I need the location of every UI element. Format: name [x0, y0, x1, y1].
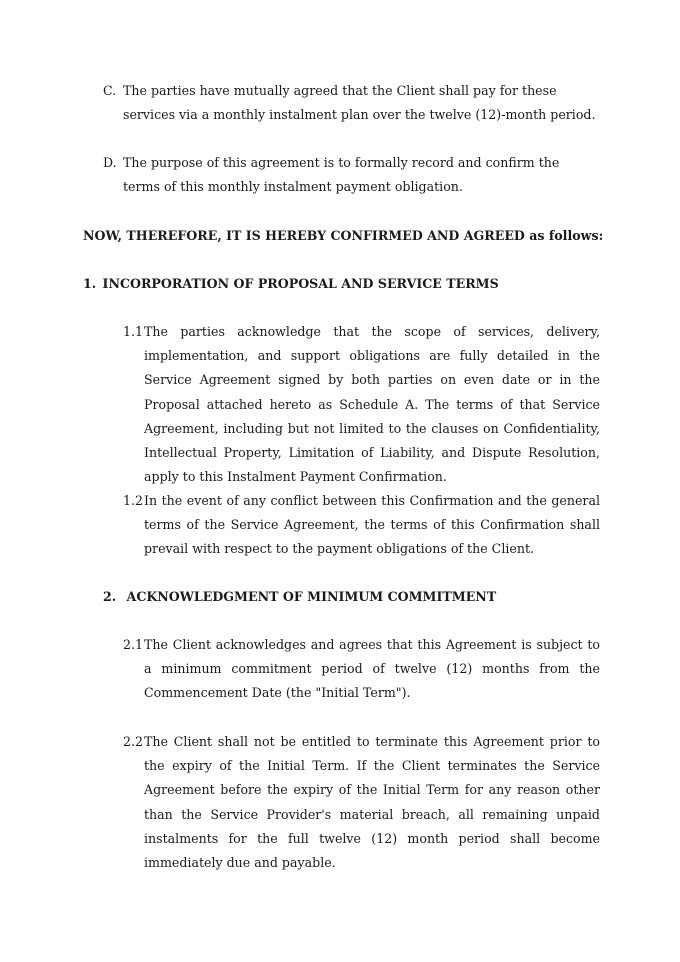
clause-1-1 [123, 320, 600, 489]
clause-number: 2.1 [123, 637, 144, 652]
section-number: 2. [103, 589, 117, 604]
now-therefore-statement: NOW, THEREFORE, IT IS HEREBY CONFIRMED AND AGREED as follows: [83, 228, 604, 243]
clause-text: The Client acknowledges and agrees that this Agreement is subject to a minimum commitment period of twelve (12) months from the Commencement Date (the "Initial Term"). [144, 637, 600, 701]
clause-number: 1.1 [123, 324, 144, 339]
section-title: INCORPORATION OF PROPOSAL AND SERVICE TERMS [102, 276, 499, 291]
recital-d [103, 151, 600, 199]
section-2-heading [103, 585, 496, 609]
clause-2-1 [123, 633, 600, 706]
clause-2-2 [123, 730, 600, 875]
recital-c [103, 79, 600, 127]
clause-text: The Client shall not be entitled to terminate this Agreement prior to the expiry of the Initial Term. If the Client terminates the Service Agreement before the expiry of the Initial Term for any reason other than the Service Provider's material breach, all remaining unpaid instalments for the full twelve (12) month period shall become immediately due and payable. [144, 734, 600, 871]
recital-marker: D. [103, 155, 117, 170]
clause-number: 2.2 [123, 734, 144, 749]
recital-marker: C. [103, 83, 117, 98]
recital-text: The purpose of this agreement is to formally record and confirm the terms of this monthly instalment payment obligation. [123, 155, 560, 195]
clause-number: 1.2 [123, 493, 144, 508]
section-title: ACKNOWLEDGMENT OF MINIMUM COMMITMENT [126, 589, 497, 604]
recital-text: The parties have mutually agreed that the Client shall pay for these services via a monthly instalment plan over the twelve (12)-month period. [123, 83, 596, 123]
clause-text: In the event of any conflict between this Confirmation and the general terms of the Service Agreement, the terms of this Confirmation shall prevail with respect to the payment obligations of the Client. [144, 493, 600, 557]
clause-text: The parties acknowledge that the scope of services, delivery, implementation, and support obligations are fully detailed in the Service Agreement signed by both parties on even date or in the Proposal attached hereto as Schedule A. The terms of that Service Agreement, including but not limited to the clauses on Confidentiality, Intellectual Property, Limitation of Liability, and Dispute Resolution, apply to this Instalment Payment Confirmation. [144, 324, 600, 485]
clause-1-2 [123, 489, 600, 562]
section-1-heading [83, 272, 499, 296]
section-number: 1. [83, 276, 97, 291]
